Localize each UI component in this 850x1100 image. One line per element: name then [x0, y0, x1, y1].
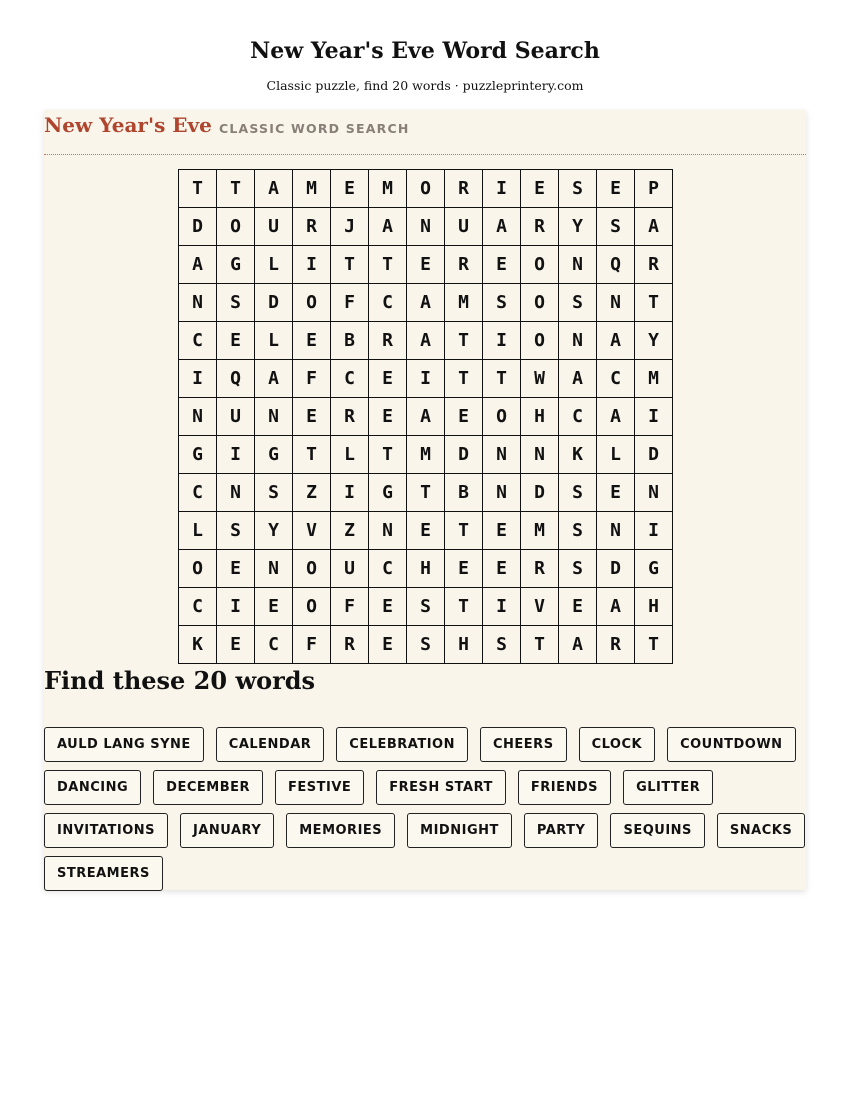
grid-cell[interactable]: A [407, 284, 445, 322]
grid-cell[interactable]: C [179, 322, 217, 360]
grid-cell[interactable]: S [407, 588, 445, 626]
grid-cell[interactable]: S [559, 550, 597, 588]
grid-cell[interactable]: C [179, 588, 217, 626]
grid-cell[interactable]: E [445, 550, 483, 588]
grid-cell[interactable]: E [217, 626, 255, 664]
grid-cell[interactable]: E [559, 588, 597, 626]
letter-grid [178, 169, 673, 664]
word-chip[interactable]: INVITATIONS [44, 813, 168, 848]
grid-cell[interactable]: Y [559, 208, 597, 246]
grid-cell[interactable]: T [179, 170, 217, 208]
grid-cell[interactable]: I [483, 588, 521, 626]
grid-cell[interactable]: G [179, 436, 217, 474]
grid-cell[interactable]: V [293, 512, 331, 550]
grid-cell[interactable]: H [445, 626, 483, 664]
grid-cell[interactable]: O [293, 550, 331, 588]
word-chip[interactable]: CELEBRATION [336, 727, 468, 762]
grid-cell[interactable]: S [559, 474, 597, 512]
grid-cell[interactable]: I [217, 436, 255, 474]
grid-row [179, 322, 673, 360]
grid-cell[interactable]: C [255, 626, 293, 664]
grid-cell[interactable]: L [179, 512, 217, 550]
grid-cell[interactable]: C [369, 284, 407, 322]
grid-cell[interactable]: E [369, 588, 407, 626]
word-chip[interactable]: CALENDAR [216, 727, 325, 762]
grid-cell[interactable]: N [559, 246, 597, 284]
grid-cell[interactable]: E [293, 322, 331, 360]
grid-cell[interactable]: W [521, 360, 559, 398]
grid-cell[interactable]: R [597, 626, 635, 664]
grid-cell[interactable]: O [407, 170, 445, 208]
grid-cell[interactable]: Y [255, 512, 293, 550]
grid-cell[interactable]: R [369, 322, 407, 360]
grid-row [179, 360, 673, 398]
grid-cell[interactable]: L [597, 436, 635, 474]
grid-cell[interactable]: M [445, 284, 483, 322]
grid-cell[interactable]: A [559, 360, 597, 398]
word-chip[interactable]: SEQUINS [610, 813, 704, 848]
grid-cell[interactable]: N [483, 436, 521, 474]
grid-cell[interactable]: N [483, 474, 521, 512]
word-chip[interactable]: STREAMERS [44, 856, 163, 891]
grid-cell[interactable]: Q [597, 246, 635, 284]
word-chip[interactable]: GLITTER [623, 770, 713, 805]
word-chip[interactable]: FRESH START [376, 770, 506, 805]
grid-cell[interactable]: E [407, 246, 445, 284]
grid-cell[interactable]: H [407, 550, 445, 588]
grid-cell[interactable]: N [179, 284, 217, 322]
word-chip[interactable]: FRIENDS [518, 770, 611, 805]
grid-cell[interactable]: O [293, 588, 331, 626]
grid-cell[interactable]: R [331, 398, 369, 436]
word-chip[interactable]: DECEMBER [153, 770, 263, 805]
grid-cell[interactable]: I [635, 398, 673, 436]
grid-cell[interactable]: A [407, 322, 445, 360]
grid-cell[interactable]: A [597, 322, 635, 360]
grid-cell[interactable]: G [217, 246, 255, 284]
grid-cell[interactable]: T [217, 170, 255, 208]
grid-cell[interactable]: N [369, 512, 407, 550]
grid-row [179, 398, 673, 436]
grid-row [179, 474, 673, 512]
grid-cell[interactable]: O [521, 284, 559, 322]
grid-cell[interactable]: E [293, 398, 331, 436]
grid-cell[interactable]: O [293, 284, 331, 322]
grid-cell[interactable]: T [445, 322, 483, 360]
word-chip[interactable]: CHEERS [480, 727, 567, 762]
grid-cell[interactable]: B [331, 322, 369, 360]
grid-cell[interactable]: E [483, 512, 521, 550]
grid-cell[interactable]: S [217, 512, 255, 550]
grid-cell[interactable]: Q [217, 360, 255, 398]
grid-cell[interactable]: H [521, 398, 559, 436]
grid-cell[interactable]: K [179, 626, 217, 664]
grid-cell[interactable]: V [521, 588, 559, 626]
grid-cell[interactable]: I [293, 246, 331, 284]
grid-cell[interactable]: A [369, 208, 407, 246]
grid-row [179, 170, 673, 208]
grid-cell[interactable]: M [369, 170, 407, 208]
grid-cell[interactable]: E [521, 170, 559, 208]
grid-cell[interactable]: R [445, 246, 483, 284]
word-chip[interactable]: DANCING [44, 770, 141, 805]
word-chip[interactable]: CLOCK [579, 727, 656, 762]
grid-cell[interactable]: S [217, 284, 255, 322]
grid-cell[interactable]: T [369, 436, 407, 474]
grid-cell[interactable]: D [521, 474, 559, 512]
grid-cell[interactable]: E [597, 170, 635, 208]
grid-cell[interactable]: S [483, 626, 521, 664]
word-chip[interactable]: JANUARY [180, 813, 274, 848]
grid-cell[interactable]: O [521, 322, 559, 360]
grid-row [179, 246, 673, 284]
grid-cell[interactable]: C [179, 474, 217, 512]
grid-cell[interactable]: I [483, 170, 521, 208]
grid-cell[interactable]: E [445, 398, 483, 436]
grid-cell[interactable]: E [597, 474, 635, 512]
word-chip[interactable]: COUNTDOWN [667, 727, 795, 762]
grid-cell[interactable]: M [407, 436, 445, 474]
grid-cell[interactable]: D [635, 436, 673, 474]
grid-cell[interactable]: N [521, 436, 559, 474]
grid-cell[interactable]: L [255, 322, 293, 360]
grid-cell[interactable]: U [255, 208, 293, 246]
grid-cell[interactable]: S [559, 170, 597, 208]
grid-cell[interactable]: U [217, 398, 255, 436]
grid-row [179, 626, 673, 664]
grid-cell[interactable]: N [635, 474, 673, 512]
grid-cell[interactable]: A [597, 398, 635, 436]
grid-cell[interactable]: E [217, 322, 255, 360]
grid-cell[interactable]: D [255, 284, 293, 322]
grid-row [179, 208, 673, 246]
grid-cell[interactable]: M [521, 512, 559, 550]
grid-cell[interactable]: N [407, 208, 445, 246]
grid-cell[interactable]: I [635, 512, 673, 550]
grid-cell[interactable]: T [521, 626, 559, 664]
grid-cell[interactable]: C [369, 550, 407, 588]
grid-cell[interactable]: B [445, 474, 483, 512]
grid-cell[interactable]: S [597, 208, 635, 246]
grid-cell[interactable]: F [331, 588, 369, 626]
grid-cell[interactable]: N [255, 398, 293, 436]
grid-cell[interactable]: S [483, 284, 521, 322]
grid-cell[interactable]: C [597, 360, 635, 398]
grid-cell[interactable]: R [293, 208, 331, 246]
puzzle-kicker: CLASSIC WORD SEARCH [219, 121, 410, 136]
grid-cell[interactable]: T [483, 360, 521, 398]
grid-cell[interactable]: E [369, 626, 407, 664]
grid-cell[interactable]: T [331, 246, 369, 284]
grid-cell[interactable]: S [407, 626, 445, 664]
grid-cell[interactable]: L [331, 436, 369, 474]
grid-cell[interactable]: F [293, 626, 331, 664]
grid-cell[interactable]: E [255, 588, 293, 626]
grid-cell[interactable]: O [217, 208, 255, 246]
card-header [44, 110, 806, 155]
grid-cell[interactable]: D [597, 550, 635, 588]
grid-cell[interactable]: A [407, 398, 445, 436]
grid-row [179, 284, 673, 322]
grid-cell[interactable]: T [369, 246, 407, 284]
grid-cell[interactable]: N [597, 512, 635, 550]
grid-cell[interactable]: S [559, 512, 597, 550]
grid-cell[interactable]: I [331, 474, 369, 512]
page-subtitle: Classic puzzle, find 20 words · puzzleprintery.com [266, 78, 584, 93]
grid-cell[interactable]: R [445, 170, 483, 208]
grid-cell[interactable]: N [179, 398, 217, 436]
grid-cell[interactable]: A [635, 208, 673, 246]
grid-cell[interactable]: N [255, 550, 293, 588]
grid-cell[interactable]: N [217, 474, 255, 512]
grid-cell[interactable]: L [255, 246, 293, 284]
grid-cell[interactable]: R [521, 208, 559, 246]
grid-cell[interactable]: E [331, 170, 369, 208]
grid-cell[interactable]: N [597, 284, 635, 322]
grid-cell[interactable]: T [635, 284, 673, 322]
grid-cell[interactable]: E [217, 550, 255, 588]
grid-cell[interactable]: S [559, 284, 597, 322]
grid-cell[interactable]: S [255, 474, 293, 512]
grid-cell[interactable]: G [369, 474, 407, 512]
grid-cell[interactable]: R [521, 550, 559, 588]
grid-cell[interactable]: J [331, 208, 369, 246]
puzzle-card [44, 110, 806, 890]
grid-cell[interactable]: R [635, 246, 673, 284]
grid-row [179, 588, 673, 626]
grid-cell[interactable]: M [293, 170, 331, 208]
grid-cell[interactable]: E [483, 246, 521, 284]
grid-cell[interactable]: T [445, 360, 483, 398]
grid-cell[interactable]: E [483, 550, 521, 588]
grid-cell[interactable]: I [217, 588, 255, 626]
grid-cell[interactable]: T [635, 626, 673, 664]
grid-cell[interactable]: A [559, 626, 597, 664]
puzzle-brand-title: New Year's Eve [44, 113, 212, 137]
grid-cell[interactable]: K [559, 436, 597, 474]
word-list-heading: Find these 20 words [44, 666, 316, 695]
grid-cell[interactable]: G [255, 436, 293, 474]
grid-cell[interactable]: A [255, 170, 293, 208]
grid-cell[interactable]: H [635, 588, 673, 626]
grid-cell[interactable]: A [255, 360, 293, 398]
grid-cell[interactable]: I [179, 360, 217, 398]
grid-cell[interactable]: R [331, 626, 369, 664]
grid-row [179, 512, 673, 550]
grid-cell[interactable]: M [635, 360, 673, 398]
grid-cell[interactable]: D [179, 208, 217, 246]
grid-row [179, 550, 673, 588]
grid-cell[interactable]: U [331, 550, 369, 588]
grid-cell[interactable]: G [635, 550, 673, 588]
grid-cell[interactable]: D [445, 436, 483, 474]
grid-cell[interactable]: I [483, 322, 521, 360]
grid-cell[interactable]: T [445, 588, 483, 626]
grid-cell[interactable]: Y [635, 322, 673, 360]
grid-cell[interactable]: C [331, 360, 369, 398]
grid-cell[interactable]: T [293, 436, 331, 474]
word-chip[interactable]: MEMORIES [286, 813, 395, 848]
grid-cell[interactable]: C [559, 398, 597, 436]
grid-cell[interactable]: N [559, 322, 597, 360]
word-chip[interactable]: SNACKS [717, 813, 805, 848]
grid-cell[interactable]: Z [293, 474, 331, 512]
page-title: New Year's Eve Word Search [250, 38, 600, 64]
word-chip[interactable]: AULD LANG SYNE [44, 727, 204, 762]
grid-cell[interactable]: E [369, 360, 407, 398]
grid-cell[interactable]: A [597, 588, 635, 626]
grid-row [179, 436, 673, 474]
grid-cell[interactable]: E [369, 398, 407, 436]
grid-cell[interactable]: F [293, 360, 331, 398]
grid-cell[interactable]: T [407, 474, 445, 512]
grid-cell[interactable]: O [179, 550, 217, 588]
grid-cell[interactable]: A [179, 246, 217, 284]
grid-cell[interactable]: A [483, 208, 521, 246]
grid-cell[interactable]: I [407, 360, 445, 398]
word-chip[interactable]: PARTY [524, 813, 599, 848]
grid-cell[interactable]: T [445, 512, 483, 550]
word-list [44, 727, 814, 891]
grid-cell[interactable]: F [331, 284, 369, 322]
grid-cell[interactable]: O [483, 398, 521, 436]
grid-cell[interactable]: O [521, 246, 559, 284]
word-chip[interactable]: MIDNIGHT [407, 813, 512, 848]
grid-cell[interactable]: E [407, 512, 445, 550]
word-chip[interactable]: FESTIVE [275, 770, 364, 805]
grid-cell[interactable]: P [635, 170, 673, 208]
grid-cell[interactable]: Z [331, 512, 369, 550]
grid-cell[interactable]: U [445, 208, 483, 246]
